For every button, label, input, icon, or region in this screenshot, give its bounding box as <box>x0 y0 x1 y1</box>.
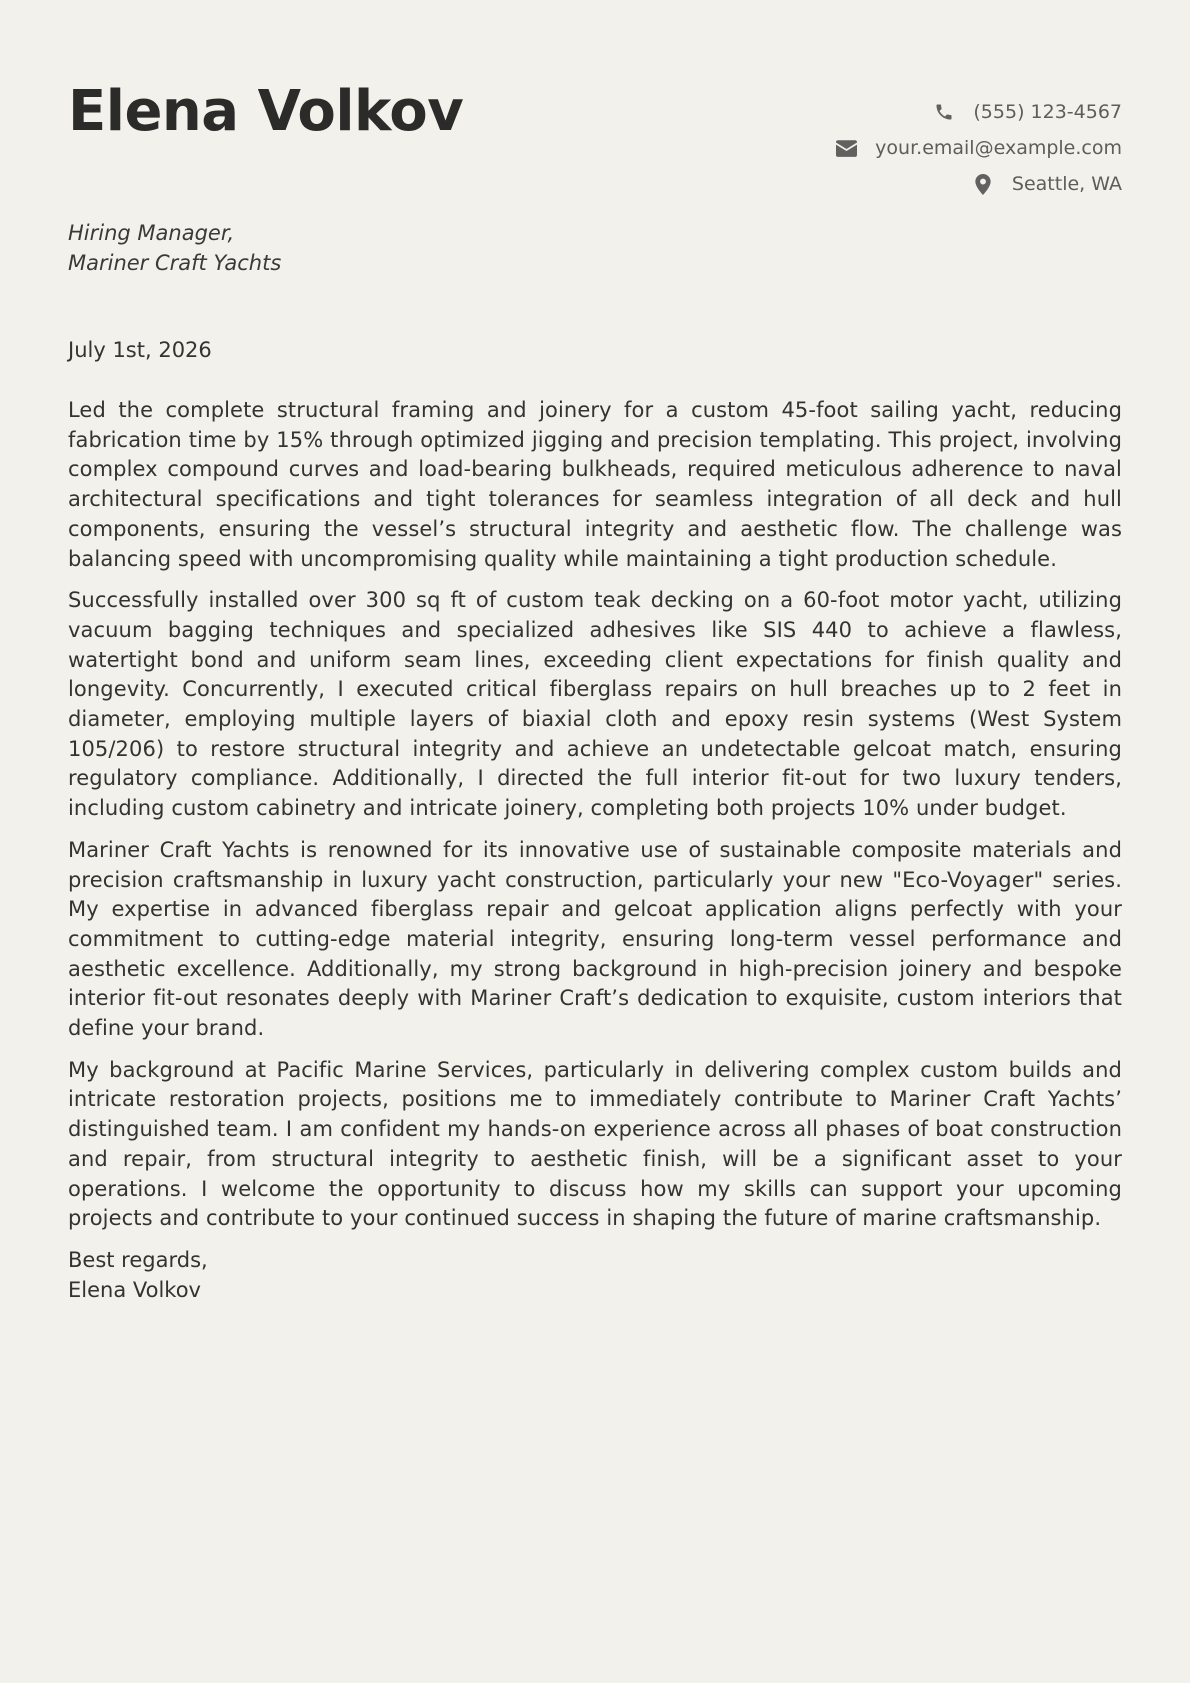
body-paragraph: My background at Pacific Marine Services, particularly in delivering complex custom builds and intricate restoration projects, positions me to immediately contribute to Mariner Craft Yachts’ distinguished team. I am confident my hands-on experience across all phases of boat construction and repair, from structural integrity to aesthetic finish, will be a significant asset to your operations. I welcome the opportunity to discuss how my skills can support your upcoming projects and contribute to your continued success in shaping the future of marine craftsmanship. <box>68 1057 1122 1231</box>
contact-location-text: Seattle, WA <box>1011 173 1122 195</box>
applicant-name: Elena Volkov <box>68 79 464 144</box>
map-pin-icon <box>972 173 994 195</box>
recipient-block <box>68 218 281 278</box>
contact-email-row <box>622 130 1122 166</box>
recipient-title: Hiring Manager, <box>68 221 235 245</box>
envelope-icon <box>835 137 857 159</box>
cover-letter-page <box>68 0 1122 1683</box>
phone-icon <box>933 101 955 123</box>
letter-date: July 1st, 2026 <box>68 338 212 362</box>
contact-location-row <box>622 166 1122 202</box>
body-paragraph: Led the complete structural framing and joinery for a custom 45-foot sailing yacht, reducing fabrication time by 15% through optimized jigging and precision templating. This project, involving complex compound curves and load-bearing bulkheads, required meticulous adherence to naval architectural specifications and tight tolerances for seamless integration of all deck and hull components, ensuring the vessel’s structural integrity and aesthetic flow. The challenge was balancing speed with uncompromising quality while maintaining a tight production schedule. <box>68 398 1122 571</box>
closing-block <box>68 1246 1122 1305</box>
contact-phone-row <box>622 94 1122 130</box>
contact-phone-text: (555) 123-4567 <box>973 101 1122 123</box>
closing-salutation: Best regards, <box>68 1247 208 1272</box>
contact-email-text: your.email@example.com <box>875 137 1122 159</box>
body-paragraph: Successfully installed over 300 sq ft of custom teak decking on a 60-foot motor yacht, utilizing vacuum bagging techniques and specialized adhesives like SIS 440 to achieve a flawless, watertight bond and uniform seam lines, exceeding client expectations for finish quality and longevity. Concurrently, I executed critical fiberglass repairs on hull breaches up to 2 feet in diameter, employing multiple layers of biaxial cloth and epoxy resin systems (West System 105/206) to restore structural integrity and achieve an undetectable gelcoat match, ensuring regulatory compliance. Additionally, I directed the full interior fit-out for two luxury tenders, including custom cabinetry and intricate joinery, completing both projects 10% under budget. <box>68 588 1122 821</box>
contact-block <box>622 94 1122 202</box>
signature-name: Elena Volkov <box>68 1277 201 1302</box>
recipient-company: Mariner Craft Yachts <box>68 251 282 275</box>
letter-body <box>68 396 1122 1305</box>
letter-header <box>68 0 1122 205</box>
body-paragraph: Mariner Craft Yachts is renowned for its innovative use of sustainable composite materials and precision craftsmanship in luxury yacht construction, particularly your new "Eco-Voyager" series. My expertise in advanced fiberglass repair and gelcoat application aligns perfectly with your commitment to cutting-edge material integrity, ensuring long-term vessel performance and aesthetic excellence. Additionally, my strong background in high-precision joinery and bespoke interior fit-out resonates deeply with Mariner Craft’s dedication to exquisite, custom interiors that define your brand. <box>68 837 1122 1041</box>
